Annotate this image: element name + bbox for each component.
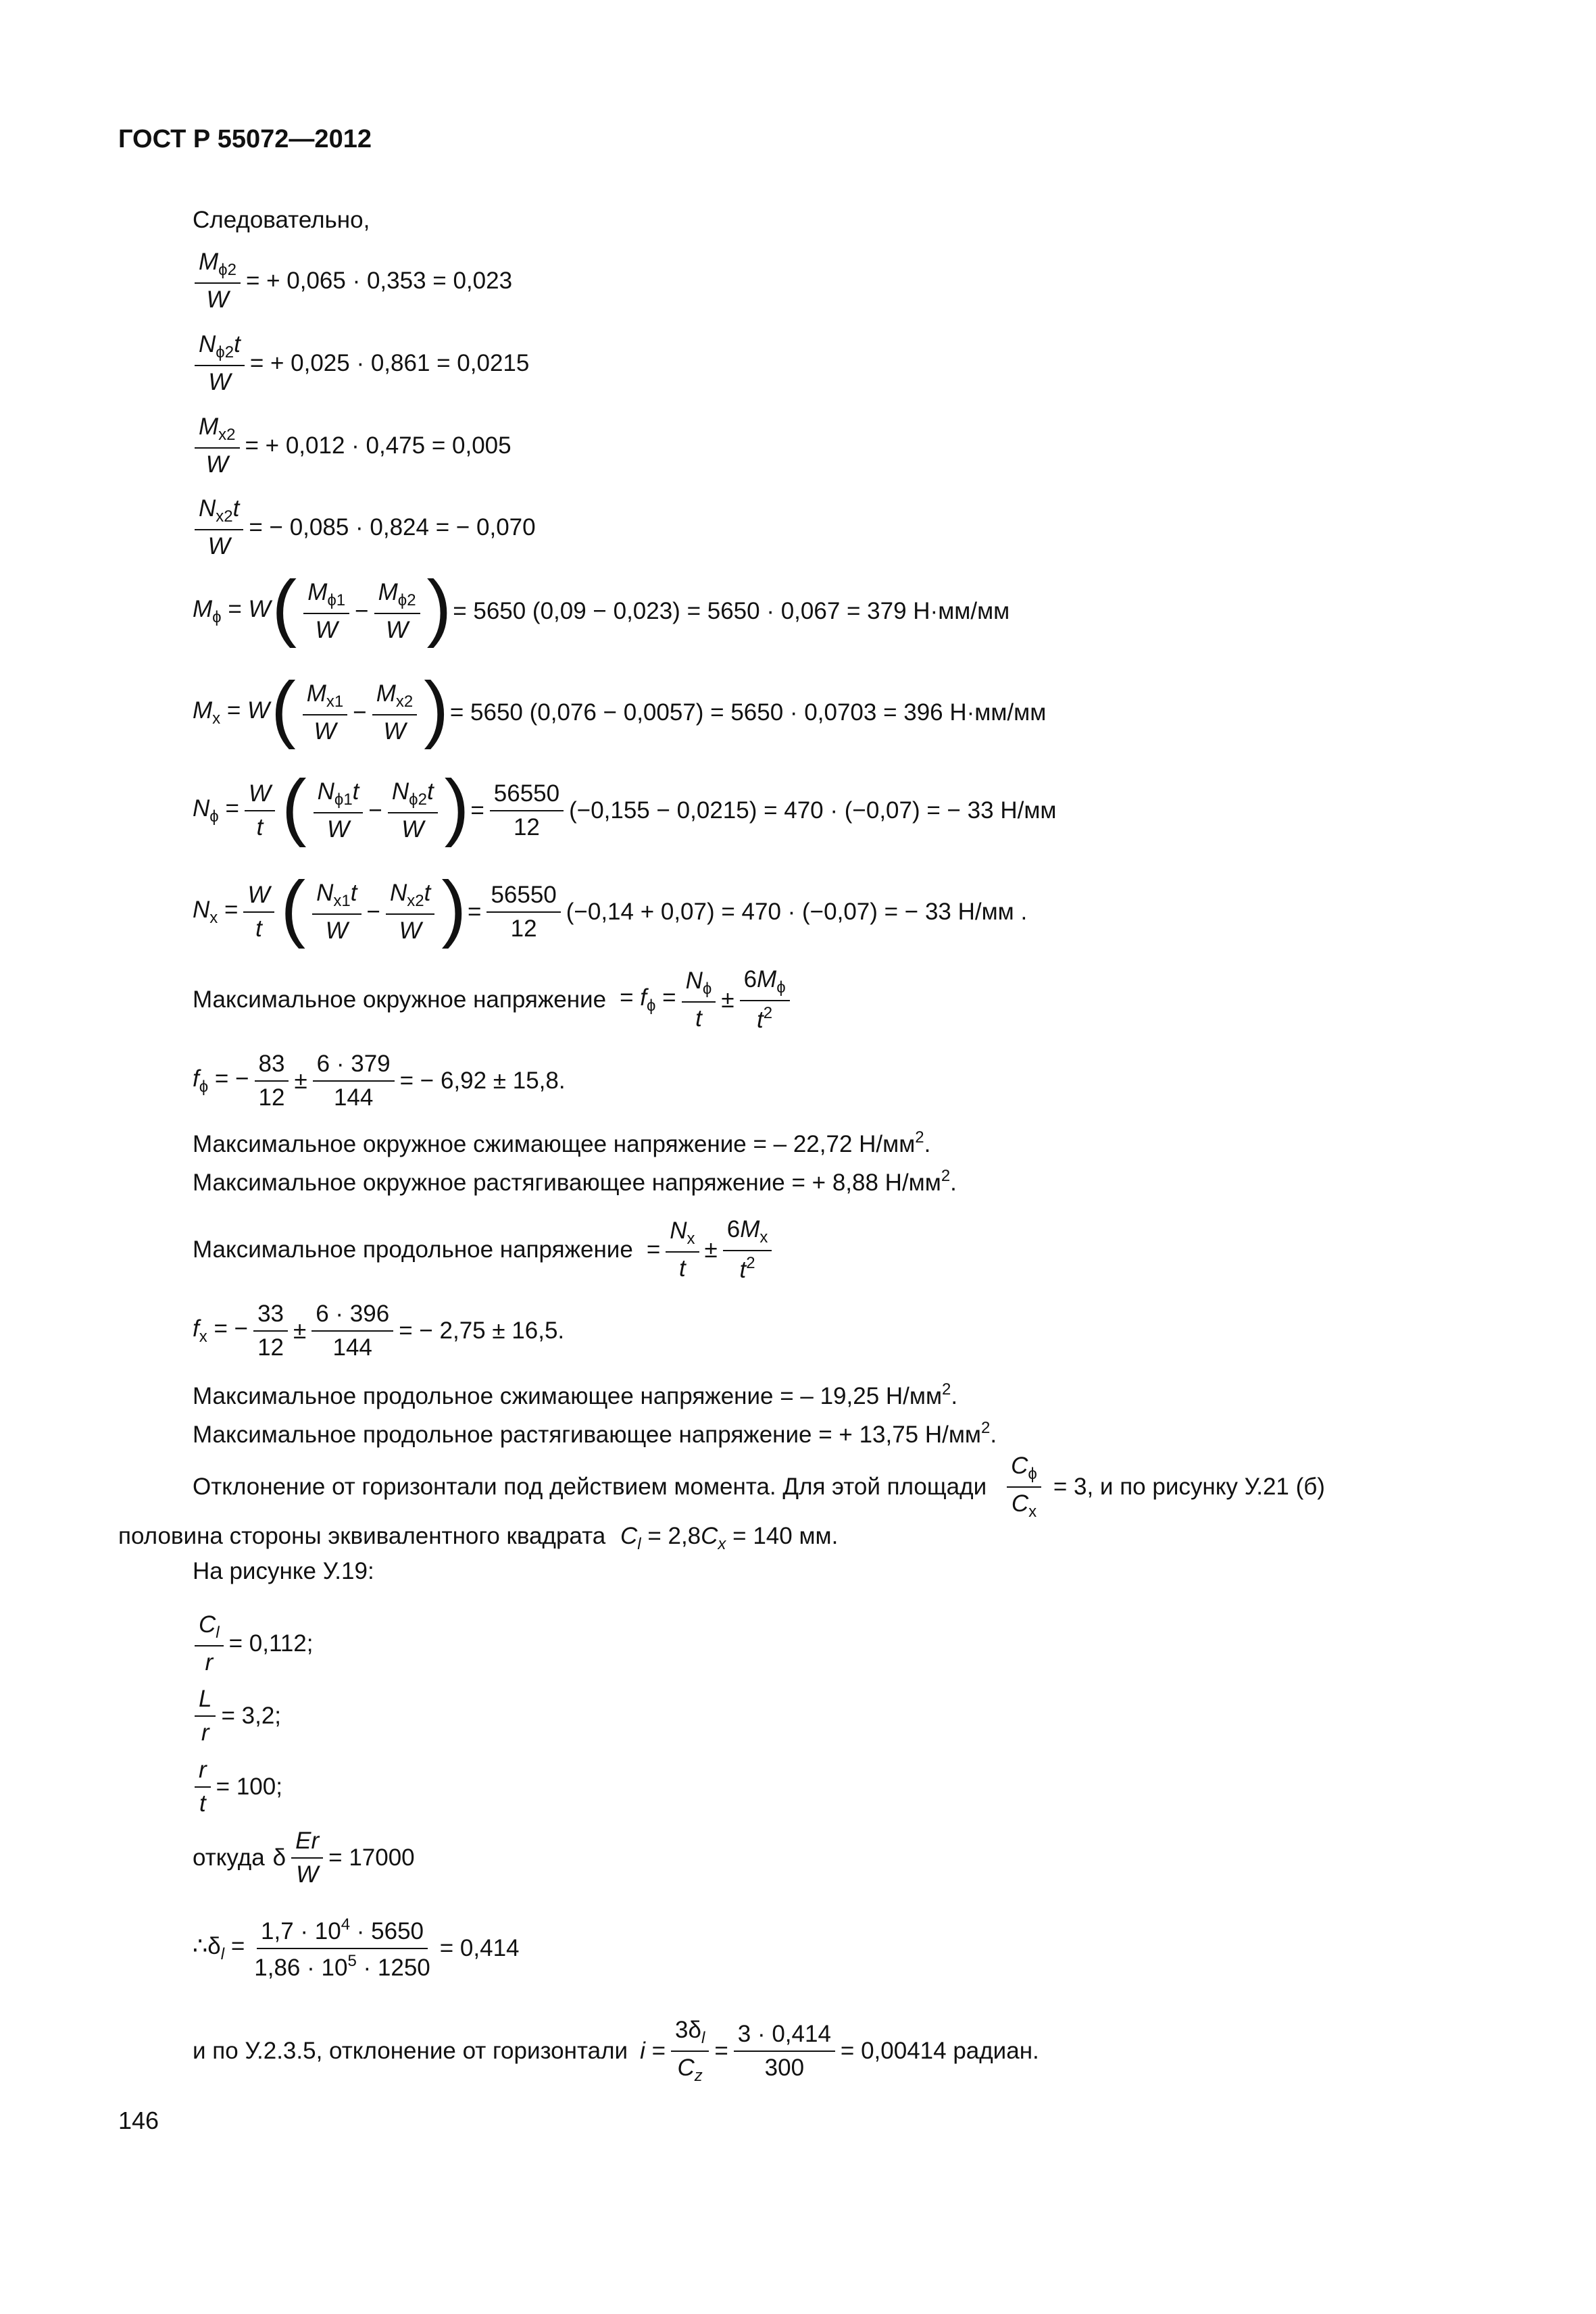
equation-nx: $N_x$ = $\frac{W}{t}$ ( $\frac{N_{x1}t}{W}$ − $\frac{N_{x2}t}{W}$ ) = $\frac{56550}{12}$ (−0,14 + 0,07) = 470 · (−0,07) = − 33 Н/мм .	[193, 866, 1028, 949]
equation-fphi: $f_\phi$ = − $\frac{83}{12}$ ± $\frac{6 \cdot 379}{144}$ = − 6,92 ± 15,8.	[193, 1051, 566, 1111]
document-header: ГОСТ Р 55072—2012	[118, 125, 372, 153]
ratio-cl-r: $\frac{C_l}{r}$ = 0,112;	[189, 1611, 314, 1676]
deviation-paragraph: Отклонение от горизонтали под действием момента. Для этой площади $\frac{C_\phi}{C_x}$ = 3, и по рисунку У.21 (б)	[193, 1453, 1325, 1521]
equation-fx: $f_x$ = − $\frac{33}{12}$ ± $\frac{6 \cdot 396}{144}$ = − 2,75 ± 16,5.	[193, 1301, 565, 1361]
intro-text: Следовательно,	[193, 207, 370, 233]
figure-reference: На рисунке У.19:	[193, 1558, 374, 1584]
equation-nx2: $\frac{N_{x2}t}{W}$ = − 0,085 · 0,824 = − 0,070	[189, 495, 536, 560]
hoop-compressive-text: Максимальное окружное сжимающее напряжение = – 22,72 $Н/мм^2$.	[193, 1128, 931, 1157]
ratio-l-r: $\frac{L}{r}$ = 3,2;	[189, 1686, 281, 1746]
page-number: 146	[118, 2107, 159, 2134]
longitudinal-stress-formula: Максимальное продольное напряжение = $\frac{N_x}{t}$ ± $\frac{6M_x}{t^2}$	[193, 1216, 777, 1284]
delta-equation: $\therefore\delta_l$ = $\frac{1,7 \cdot 10^4 \cdot 5650}{1,86 \cdot 10^5 \cdot 1250}$ = 0,414	[193, 1915, 520, 1981]
equation-mx2: $\frac{M_{x2}}{W}$ = + 0,012 · 0,475 = 0,005	[189, 413, 512, 478]
equation-nphi: $N_\phi$ = $\frac{W}{t}$ ( $\frac{N_{\phi 1}t}{W}$ − $\frac{N_{\phi 2}t}{W}$ ) = $\frac{56550}{12}$ (−0,155 − 0,0215) = 470 · (−0,07) = − 33 Н/мм	[193, 765, 1057, 848]
equation-nphi2: $\frac{N_{\phi 2}t}{W}$ = + 0,025 · 0,861 = 0,0215	[189, 331, 529, 396]
long-tensile-text: Максимальное продольное растягивающее напряжение = + 13,75 $Н/мм^2$.	[193, 1419, 997, 1448]
ratio-r-t: $\frac{r}{t}$ = 100;	[189, 1757, 282, 1817]
hoop-stress-formula: Максимальное окружное напряжение = $f_\phi$ = $\frac{N_\phi}{t}$ ± $\frac{6M_\phi}{t^2}$	[193, 966, 795, 1034]
final-deviation-equation: и по У.2.3.5, отклонение от горизонтали i = $\frac{3\delta_l}{C_z}$ = $\frac{3 \cdot 0,414}{300}$ = 0,00414 радиан.	[193, 2017, 1039, 2085]
half-side-text: половина стороны эквивалентного квадрата $C_l = 2,8C_x = 140$ мм.	[118, 1523, 839, 1553]
equation-mphi2: $\frac{M_{\phi 2}}{W}$ = + 0,065 · 0,353 = 0,023	[189, 249, 512, 313]
hoop-tensile-text: Максимальное окружное растягивающее напряжение = + 8,88 $Н/мм^2$.	[193, 1167, 957, 1196]
whence-equation: откуда δ $\frac{Er}{W}$ = 17000	[193, 1828, 415, 1888]
equation-mx: $M_x = W$ ( $\frac{M_{x1}}{W}$ − $\frac{M_{x2}}{W}$ ) = 5650 (0,076 − 0,0057) = 5650 · 0,0703 = 396 Н·мм/мм	[193, 667, 1047, 750]
equation-mphi: $M_\phi = W$ ( $\frac{M_{\phi 1}}{W}$ − $\frac{M_{\phi 2}}{W}$ ) = 5650 (0,09 − 0,023) = 5650 · 0,067 = 379 Н·мм/мм	[193, 565, 1010, 649]
long-compressive-text: Максимальное продольное сжимающее напряжение = – 19,25 $Н/мм^2$.	[193, 1380, 958, 1409]
